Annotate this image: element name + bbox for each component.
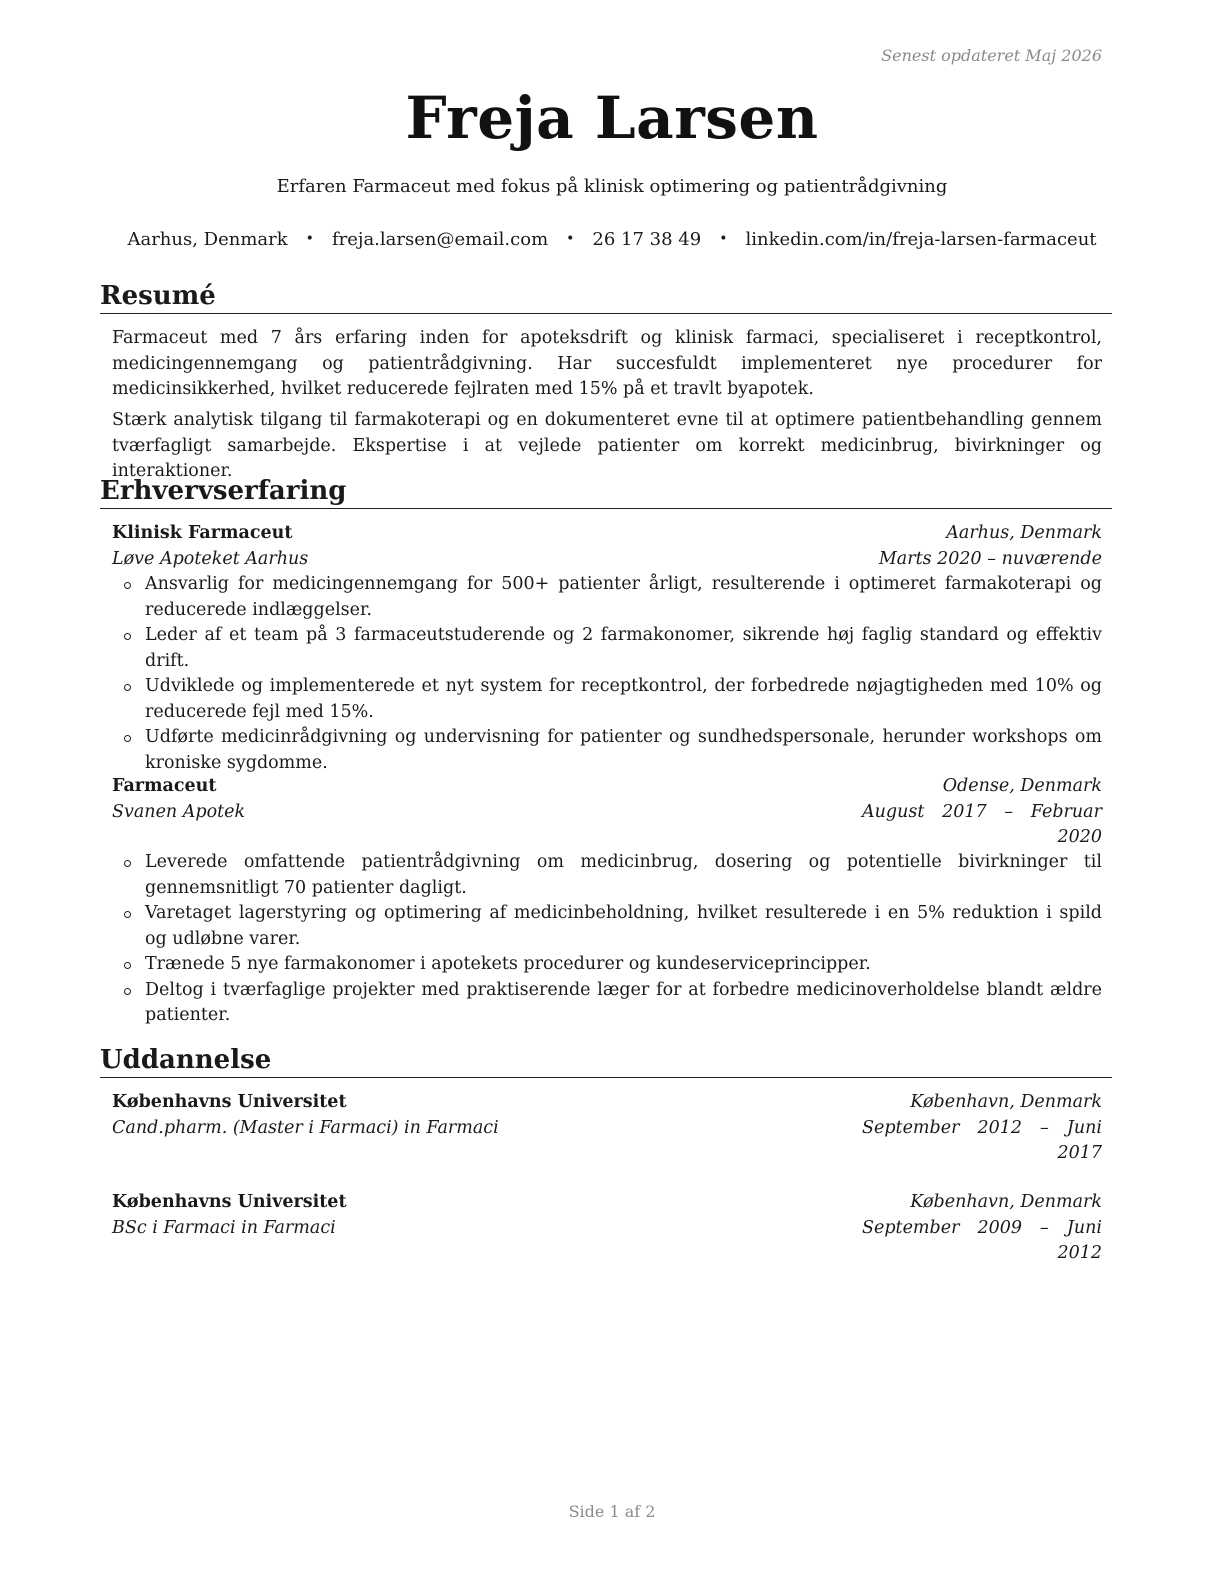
list-item: Deltog i tværfaglige projekter med praktiserende læger for at forbedre medicinoverholdelse blandt ældre patienter. — [112, 978, 1102, 1029]
education-entry-header — [112, 1190, 1102, 1267]
job-title: Klinisk Farmaceut — [112, 523, 293, 543]
job-dates: Marts 2020 – nuværende — [878, 548, 1102, 569]
contact-linkedin[interactable]: linkedin.com/in/freja-larsen-farmaceut — [745, 229, 1097, 250]
list-item: Udviklede og implementerede et nyt system for receptkontrol, der forbedrede nøjagtigheden med 10% og reducerede fejl med 15%. — [112, 674, 1102, 725]
summary-paragraph: Farmaceut med 7 års erfaring inden for apoteksdrift og klinisk farmaci, specialiseret i receptkontrol, medicingennemgang og patientrådgivning. Har succesfuldt implementeret nye procedurer for medicinsikkerhed, hvilket reducerede fejlraten med 15% på et travlt byapotek. — [112, 328, 1102, 399]
separator-bullet: • — [566, 231, 575, 247]
school-name: Københavns Universitet — [112, 1092, 347, 1112]
separator-bullet: • — [305, 231, 314, 247]
list-item: Trænede 5 nye farmakonomer i apotekets procedurer og kundeserviceprincipper. — [112, 952, 1102, 978]
job-company: Svanen Apotek — [112, 801, 246, 822]
contact-location: Aarhus, Denmark — [127, 229, 288, 250]
list-item: Varetaget lagerstyring og optimering af medicinbeholdning, hvilket resulterede i en 5% reduktion i spild og udløbne varer. — [112, 901, 1102, 952]
summary-paragraph: Stærk analytisk tilgang til farmakoterapi og en dokumenteret evne til at optimere patientbehandling gennem tværfagligt samarbejde. Ekspertise i at vejlede patienter om korrekt medicinbrug, bivirkninger og interaktioner. — [112, 410, 1102, 481]
job-location: Aarhus, Denmark — [946, 523, 1102, 543]
tagline: Erfaren Farmaceut med fokus på klinisk optimering og patientrådgivning — [276, 176, 948, 197]
job-entry-header — [112, 774, 1102, 851]
education-dates: September 2012 – Juni 2017 — [862, 1117, 1102, 1163]
degree: Cand.pharm. (Master i Farmaci) in Farmaci — [112, 1117, 499, 1138]
section-title-education: Uddannelse — [100, 1045, 1112, 1078]
list-item: Udførte medicinrådgivning og undervisning for patienter og sundhedspersonale, herunder workshops om kroniske sygdomme. — [112, 725, 1102, 776]
contact-phone: 26 17 38 49 — [592, 229, 702, 250]
job-title: Farmaceut — [112, 776, 217, 796]
job-entry-header — [112, 521, 1102, 572]
section-title-experience: Erhvervserfaring — [100, 476, 1112, 509]
education-entry-header — [112, 1090, 1102, 1167]
degree: BSc i Farmaci in Farmaci — [112, 1217, 336, 1238]
list-item: Leverede omfattende patientrådgivning om medicinbrug, dosering og potentielle bivirkninger til gennemsnitligt 70 patienter dagligt. — [112, 850, 1102, 901]
school-location: København, Denmark — [910, 1092, 1102, 1112]
last-updated: Senest opdateret Maj 2026 — [881, 46, 1102, 65]
school-location: København, Denmark — [910, 1192, 1102, 1212]
job-bullets — [112, 850, 1102, 1029]
job-company: Løve Apoteket Aarhus — [112, 548, 309, 569]
contact-email[interactable]: freja.larsen@email.com — [331, 229, 549, 250]
job-location: Odense, Denmark — [942, 776, 1102, 796]
separator-bullet: • — [719, 231, 728, 247]
section-title-summary: Resumé — [100, 281, 1112, 314]
page-number: Side 1 af 2 — [568, 1502, 656, 1521]
list-item: Ansvarlig for medicingennemgang for 500+ patienter årligt, resulterende i optimeret farmakoterapi og reducerede indlæggelser. — [112, 572, 1102, 623]
school-name: Københavns Universitet — [112, 1192, 347, 1212]
job-bullets — [112, 572, 1102, 776]
list-item: Leder af et team på 3 farmaceutstuderende og 2 farmakonomer, sikrende høj faglig standard og effektiv drift. — [112, 623, 1102, 674]
education-dates: September 2009 – Juni 2012 — [862, 1217, 1102, 1263]
contact-line — [0, 229, 1224, 250]
candidate-name: Freja Larsen — [405, 84, 819, 152]
job-dates: August 2017 – Februar 2020 — [862, 801, 1102, 847]
